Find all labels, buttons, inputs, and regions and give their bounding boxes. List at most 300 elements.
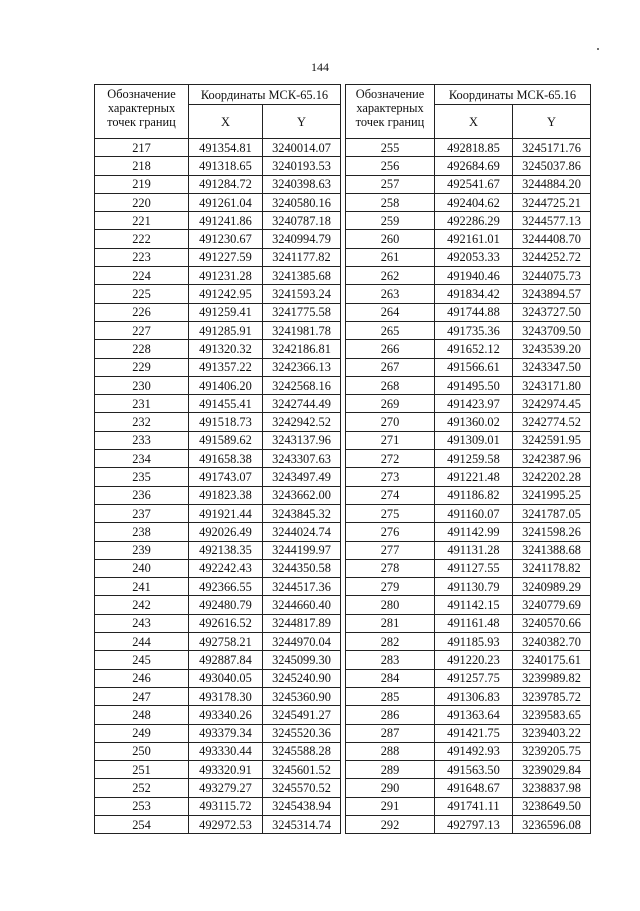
y-coordinate-cell: 3242366.13	[263, 358, 341, 376]
table-row	[346, 285, 591, 303]
x-coordinate-cell: 491309.01	[435, 431, 513, 449]
point-number-cell: 278	[346, 559, 435, 577]
point-number-cell: 272	[346, 450, 435, 468]
x-coordinate-cell: 491127.55	[435, 559, 513, 577]
point-number-cell: 255	[346, 139, 435, 157]
y-coordinate-cell: 3243539.20	[513, 340, 591, 358]
table-row	[95, 376, 341, 394]
x-coordinate-cell: 493178.30	[189, 687, 263, 705]
x-coordinate-cell: 491652.12	[435, 340, 513, 358]
y-coordinate-cell: 3243347.50	[513, 358, 591, 376]
point-number-cell: 242	[95, 596, 189, 614]
table-row	[346, 614, 591, 632]
table-row	[346, 633, 591, 651]
point-number-cell: 263	[346, 285, 435, 303]
y-coordinate-cell: 3245491.27	[263, 706, 341, 724]
table-row	[95, 651, 341, 669]
y-coordinate-cell: 3239989.82	[513, 669, 591, 687]
x-coordinate-cell: 491185.93	[435, 633, 513, 651]
point-number-cell: 291	[346, 797, 435, 815]
y-coordinate-cell: 3240580.16	[263, 193, 341, 211]
y-coordinate-cell: 3245314.74	[263, 815, 341, 833]
point-number-cell: 270	[346, 413, 435, 431]
y-coordinate-cell: 3243307.63	[263, 450, 341, 468]
x-coordinate-cell: 491648.67	[435, 779, 513, 797]
point-number-cell: 277	[346, 541, 435, 559]
y-coordinate-cell: 3242942.52	[263, 413, 341, 431]
x-coordinate-cell: 491455.41	[189, 395, 263, 413]
table-row	[346, 541, 591, 559]
y-coordinate-cell: 3244199.97	[263, 541, 341, 559]
table-row	[95, 742, 341, 760]
y-coordinate-cell: 3236596.08	[513, 815, 591, 833]
point-number-cell: 229	[95, 358, 189, 376]
point-number-cell: 217	[95, 139, 189, 157]
table-row	[95, 321, 341, 339]
y-coordinate-cell: 3245171.76	[513, 139, 591, 157]
y-coordinate-cell: 3240398.63	[263, 175, 341, 193]
point-number-cell: 269	[346, 395, 435, 413]
coords-group-header: Координаты МСК-65.16	[189, 85, 341, 105]
y-coordinate-cell: 3243497.49	[263, 468, 341, 486]
y-coordinate-cell: 3240382.70	[513, 633, 591, 651]
x-coordinate-cell: 491658.38	[189, 450, 263, 468]
y-coordinate-cell: 3239403.22	[513, 724, 591, 742]
point-number-cell: 264	[346, 303, 435, 321]
y-coordinate-cell: 3239205.75	[513, 742, 591, 760]
x-coordinate-cell: 491241.86	[189, 212, 263, 230]
x-coordinate-cell: 491142.15	[435, 596, 513, 614]
y-coordinate-cell: 3245037.86	[513, 157, 591, 175]
point-number-cell: 280	[346, 596, 435, 614]
y-coordinate-cell: 3242186.81	[263, 340, 341, 358]
x-coordinate-cell: 491306.83	[435, 687, 513, 705]
table-row	[346, 559, 591, 577]
x-coordinate-cell: 492286.29	[435, 212, 513, 230]
x-coordinate-cell: 491221.48	[435, 468, 513, 486]
x-coordinate-cell: 492972.53	[189, 815, 263, 833]
point-number-cell: 289	[346, 761, 435, 779]
table-row	[95, 450, 341, 468]
point-number-cell: 275	[346, 504, 435, 522]
x-coordinate-cell: 492366.55	[189, 578, 263, 596]
x-coordinate-cell: 491495.50	[435, 376, 513, 394]
point-number-cell: 252	[95, 779, 189, 797]
x-coordinate-cell: 491823.38	[189, 486, 263, 504]
table-row	[95, 248, 341, 266]
y-coordinate-cell: 3241995.25	[513, 486, 591, 504]
x-coordinate-cell: 491741.11	[435, 797, 513, 815]
table-row	[346, 468, 591, 486]
point-number-cell: 244	[95, 633, 189, 651]
x-coordinate-cell: 491259.41	[189, 303, 263, 321]
table-row	[346, 376, 591, 394]
point-number-cell: 259	[346, 212, 435, 230]
y-coordinate-cell: 3245520.36	[263, 724, 341, 742]
x-coordinate-cell: 493340.26	[189, 706, 263, 724]
point-number-cell: 283	[346, 651, 435, 669]
table-row	[346, 395, 591, 413]
x-coordinate-cell: 491259.58	[435, 450, 513, 468]
x-coordinate-cell: 492818.85	[435, 139, 513, 157]
x-coordinate-cell: 491161.48	[435, 614, 513, 632]
y-coordinate-cell: 3243171.80	[513, 376, 591, 394]
point-number-cell: 288	[346, 742, 435, 760]
x-coordinate-cell: 492797.13	[435, 815, 513, 833]
point-number-cell: 248	[95, 706, 189, 724]
point-number-cell: 290	[346, 779, 435, 797]
x-coordinate-cell: 492242.43	[189, 559, 263, 577]
y-coordinate-cell: 3244577.13	[513, 212, 591, 230]
point-number-cell: 227	[95, 321, 189, 339]
point-number-cell: 262	[346, 267, 435, 285]
table-row	[95, 504, 341, 522]
y-coordinate-cell: 3243662.00	[263, 486, 341, 504]
table-row	[346, 303, 591, 321]
table-row	[95, 669, 341, 687]
table-row	[346, 321, 591, 339]
x-coordinate-cell: 493330.44	[189, 742, 263, 760]
y-coordinate-cell: 3240989.29	[513, 578, 591, 596]
y-coordinate-cell: 3243137.96	[263, 431, 341, 449]
point-number-cell: 239	[95, 541, 189, 559]
scan-speck	[597, 48, 599, 50]
table-row	[346, 340, 591, 358]
x-coordinate-cell: 492161.01	[435, 230, 513, 248]
point-number-cell: 245	[95, 651, 189, 669]
point-number-cell: 257	[346, 175, 435, 193]
table-row	[346, 578, 591, 596]
y-coordinate-cell: 3239785.72	[513, 687, 591, 705]
y-coordinate-cell: 3244517.36	[263, 578, 341, 596]
point-number-cell: 218	[95, 157, 189, 175]
table-row	[346, 413, 591, 431]
table-row	[95, 486, 341, 504]
point-number-cell: 282	[346, 633, 435, 651]
point-number-cell: 276	[346, 523, 435, 541]
point-number-cell: 246	[95, 669, 189, 687]
y-coordinate-cell: 3241787.05	[513, 504, 591, 522]
x-coordinate-cell: 492541.67	[435, 175, 513, 193]
table-row	[346, 706, 591, 724]
table-row	[346, 139, 591, 157]
y-coordinate-cell: 3244817.89	[263, 614, 341, 632]
table-row	[346, 175, 591, 193]
table-row	[95, 559, 341, 577]
table-row	[346, 431, 591, 449]
table-row	[95, 303, 341, 321]
x-coordinate-cell: 491284.72	[189, 175, 263, 193]
x-coordinate-cell: 491142.99	[435, 523, 513, 541]
y-coordinate-cell: 3242974.45	[513, 395, 591, 413]
table-row	[95, 541, 341, 559]
y-coordinate-cell: 3245570.52	[263, 779, 341, 797]
table-row	[95, 157, 341, 175]
table-row	[95, 413, 341, 431]
point-number-cell: 271	[346, 431, 435, 449]
x-coordinate-cell: 491589.62	[189, 431, 263, 449]
y-coordinate-cell: 3240994.79	[263, 230, 341, 248]
y-coordinate-cell: 3245601.52	[263, 761, 341, 779]
y-coordinate-cell: 3240014.07	[263, 139, 341, 157]
table-row	[346, 267, 591, 285]
table-row	[95, 340, 341, 358]
x-coordinate-cell: 491566.61	[435, 358, 513, 376]
y-coordinate-cell: 3245240.90	[263, 669, 341, 687]
y-coordinate-cell: 3239583.65	[513, 706, 591, 724]
x-coordinate-cell: 491406.20	[189, 376, 263, 394]
x-coordinate-cell: 493320.91	[189, 761, 263, 779]
y-coordinate-cell: 3242568.16	[263, 376, 341, 394]
x-coordinate-cell: 491318.65	[189, 157, 263, 175]
table-row	[346, 157, 591, 175]
table-row	[95, 193, 341, 211]
x-coordinate-cell: 492616.52	[189, 614, 263, 632]
x-coordinate-cell: 491130.79	[435, 578, 513, 596]
y-coordinate-cell: 3238837.98	[513, 779, 591, 797]
point-number-cell: 261	[346, 248, 435, 266]
table-row	[346, 358, 591, 376]
y-coordinate-cell: 3241598.26	[513, 523, 591, 541]
y-coordinate-cell: 3241385.68	[263, 267, 341, 285]
table-row	[95, 285, 341, 303]
x-coordinate-cell: 491160.07	[435, 504, 513, 522]
table-row	[95, 468, 341, 486]
table-row	[346, 504, 591, 522]
x-coordinate-cell: 491242.95	[189, 285, 263, 303]
coordinates-table-right	[345, 84, 591, 834]
point-number-cell: 224	[95, 267, 189, 285]
x-coordinate-cell: 491227.59	[189, 248, 263, 266]
x-coordinate-cell: 491921.44	[189, 504, 263, 522]
x-coordinate-cell: 491423.97	[435, 395, 513, 413]
point-number-cell: 266	[346, 340, 435, 358]
y-coordinate-cell: 3244660.40	[263, 596, 341, 614]
point-number-cell: 265	[346, 321, 435, 339]
page-number: 144	[311, 60, 329, 74]
point-number-cell: 243	[95, 614, 189, 632]
y-coordinate-cell: 3241981.78	[263, 321, 341, 339]
table-row	[346, 193, 591, 211]
x-coordinate-cell: 492404.62	[435, 193, 513, 211]
y-coordinate-cell: 3245360.90	[263, 687, 341, 705]
x-coordinate-cell: 491735.36	[435, 321, 513, 339]
point-number-cell: 260	[346, 230, 435, 248]
table-row	[346, 687, 591, 705]
point-number-cell: 258	[346, 193, 435, 211]
x-coordinate-cell: 491940.46	[435, 267, 513, 285]
table-row	[95, 395, 341, 413]
point-number-cell: 220	[95, 193, 189, 211]
point-number-cell: 225	[95, 285, 189, 303]
y-coordinate-cell: 3242387.96	[513, 450, 591, 468]
x-coordinate-cell: 492480.79	[189, 596, 263, 614]
y-coordinate-cell: 3241775.58	[263, 303, 341, 321]
table-row	[346, 669, 591, 687]
point-number-cell: 236	[95, 486, 189, 504]
x-coordinate-cell: 491743.07	[189, 468, 263, 486]
y-coordinate-cell: 3239029.84	[513, 761, 591, 779]
x-coordinate-cell: 491257.75	[435, 669, 513, 687]
table-row	[95, 761, 341, 779]
y-coordinate-cell: 3240787.18	[263, 212, 341, 230]
coords-group-header: Координаты МСК-65.16	[435, 85, 591, 105]
point-number-cell: 228	[95, 340, 189, 358]
table-row	[95, 633, 341, 651]
x-coordinate-cell: 491492.93	[435, 742, 513, 760]
table-row	[95, 815, 341, 833]
x-coordinate-cell: 491354.81	[189, 139, 263, 157]
table-row	[346, 230, 591, 248]
table-row	[95, 596, 341, 614]
x-coordinate-cell: 492138.35	[189, 541, 263, 559]
point-number-cell: 286	[346, 706, 435, 724]
point-number-cell: 256	[346, 157, 435, 175]
table-row	[95, 687, 341, 705]
table-row	[346, 486, 591, 504]
point-number-cell: 222	[95, 230, 189, 248]
table-row	[346, 450, 591, 468]
x-header: X	[435, 105, 513, 139]
point-number-cell: 285	[346, 687, 435, 705]
x-coordinate-cell: 491834.42	[435, 285, 513, 303]
point-number-cell: 241	[95, 578, 189, 596]
y-coordinate-cell: 3244970.04	[263, 633, 341, 651]
y-coordinate-cell: 3244725.21	[513, 193, 591, 211]
y-coordinate-cell: 3243709.50	[513, 321, 591, 339]
x-coordinate-cell: 491186.82	[435, 486, 513, 504]
x-coordinate-cell: 491320.32	[189, 340, 263, 358]
point-number-cell: 237	[95, 504, 189, 522]
point-number-cell: 250	[95, 742, 189, 760]
point-number-cell: 284	[346, 669, 435, 687]
y-coordinate-cell: 3240570.66	[513, 614, 591, 632]
y-coordinate-cell: 3243845.32	[263, 504, 341, 522]
point-number-cell: 254	[95, 815, 189, 833]
table-row	[346, 761, 591, 779]
x-coordinate-cell: 492026.49	[189, 523, 263, 541]
y-header: Y	[263, 105, 341, 139]
point-number-cell: 235	[95, 468, 189, 486]
point-number-cell: 223	[95, 248, 189, 266]
table-row	[95, 431, 341, 449]
point-number-cell: 287	[346, 724, 435, 742]
x-coordinate-cell: 492758.21	[189, 633, 263, 651]
table-row	[95, 706, 341, 724]
y-coordinate-cell: 3244350.58	[263, 559, 341, 577]
y-coordinate-cell: 3241178.82	[513, 559, 591, 577]
table-row	[95, 139, 341, 157]
table-row	[346, 523, 591, 541]
y-coordinate-cell: 3238649.50	[513, 797, 591, 815]
y-coordinate-cell: 3240193.53	[263, 157, 341, 175]
table-row	[346, 212, 591, 230]
x-coordinate-cell: 492684.69	[435, 157, 513, 175]
point-number-cell: 238	[95, 523, 189, 541]
x-coordinate-cell: 491230.67	[189, 230, 263, 248]
point-number-cell: 249	[95, 724, 189, 742]
x-coordinate-cell: 492053.33	[435, 248, 513, 266]
y-coordinate-cell: 3242774.52	[513, 413, 591, 431]
table-row	[95, 230, 341, 248]
x-coordinate-cell: 491518.73	[189, 413, 263, 431]
y-coordinate-cell: 3242591.95	[513, 431, 591, 449]
table-row	[346, 779, 591, 797]
table-row	[346, 815, 591, 833]
x-coordinate-cell: 491131.28	[435, 541, 513, 559]
y-coordinate-cell: 3244024.74	[263, 523, 341, 541]
y-coordinate-cell: 3242202.28	[513, 468, 591, 486]
y-coordinate-cell: 3240779.69	[513, 596, 591, 614]
table-row	[346, 797, 591, 815]
y-coordinate-cell: 3244408.70	[513, 230, 591, 248]
point-number-cell: 240	[95, 559, 189, 577]
x-coordinate-cell: 493115.72	[189, 797, 263, 815]
point-label-header: Обозначение характерных точек границ	[346, 85, 435, 139]
point-number-cell: 221	[95, 212, 189, 230]
y-coordinate-cell: 3245099.30	[263, 651, 341, 669]
y-coordinate-cell: 3241388.68	[513, 541, 591, 559]
x-coordinate-cell: 491231.28	[189, 267, 263, 285]
point-number-cell: 281	[346, 614, 435, 632]
point-number-cell: 274	[346, 486, 435, 504]
y-coordinate-cell: 3245588.28	[263, 742, 341, 760]
x-coordinate-cell: 491563.50	[435, 761, 513, 779]
x-coordinate-cell: 491357.22	[189, 358, 263, 376]
table-row	[95, 523, 341, 541]
table-row	[95, 267, 341, 285]
x-coordinate-cell: 493279.27	[189, 779, 263, 797]
x-coordinate-cell: 492887.84	[189, 651, 263, 669]
table-row	[346, 248, 591, 266]
point-number-cell: 230	[95, 376, 189, 394]
table-row	[95, 779, 341, 797]
y-coordinate-cell: 3241177.82	[263, 248, 341, 266]
point-number-cell: 219	[95, 175, 189, 193]
point-number-cell: 251	[95, 761, 189, 779]
x-coordinate-cell: 491421.75	[435, 724, 513, 742]
point-label-header: Обозначение характерных точек границ	[95, 85, 189, 139]
table-row	[95, 175, 341, 193]
table-row	[346, 724, 591, 742]
y-header: Y	[513, 105, 591, 139]
point-number-cell: 279	[346, 578, 435, 596]
point-number-cell: 233	[95, 431, 189, 449]
y-coordinate-cell: 3240175.61	[513, 651, 591, 669]
point-number-cell: 226	[95, 303, 189, 321]
point-number-cell: 267	[346, 358, 435, 376]
x-header: X	[189, 105, 263, 139]
x-coordinate-cell: 491220.23	[435, 651, 513, 669]
x-coordinate-cell: 491363.64	[435, 706, 513, 724]
x-coordinate-cell: 491360.02	[435, 413, 513, 431]
point-number-cell: 253	[95, 797, 189, 815]
y-coordinate-cell: 3243727.50	[513, 303, 591, 321]
table-row	[346, 596, 591, 614]
x-coordinate-cell: 493040.05	[189, 669, 263, 687]
table-row	[95, 797, 341, 815]
x-coordinate-cell: 491285.91	[189, 321, 263, 339]
table-row	[95, 578, 341, 596]
coordinates-table-left	[94, 84, 341, 834]
point-number-cell: 247	[95, 687, 189, 705]
x-coordinate-cell: 493379.34	[189, 724, 263, 742]
point-number-cell: 231	[95, 395, 189, 413]
y-coordinate-cell: 3245438.94	[263, 797, 341, 815]
y-coordinate-cell: 3242744.49	[263, 395, 341, 413]
point-number-cell: 292	[346, 815, 435, 833]
table-row	[95, 212, 341, 230]
